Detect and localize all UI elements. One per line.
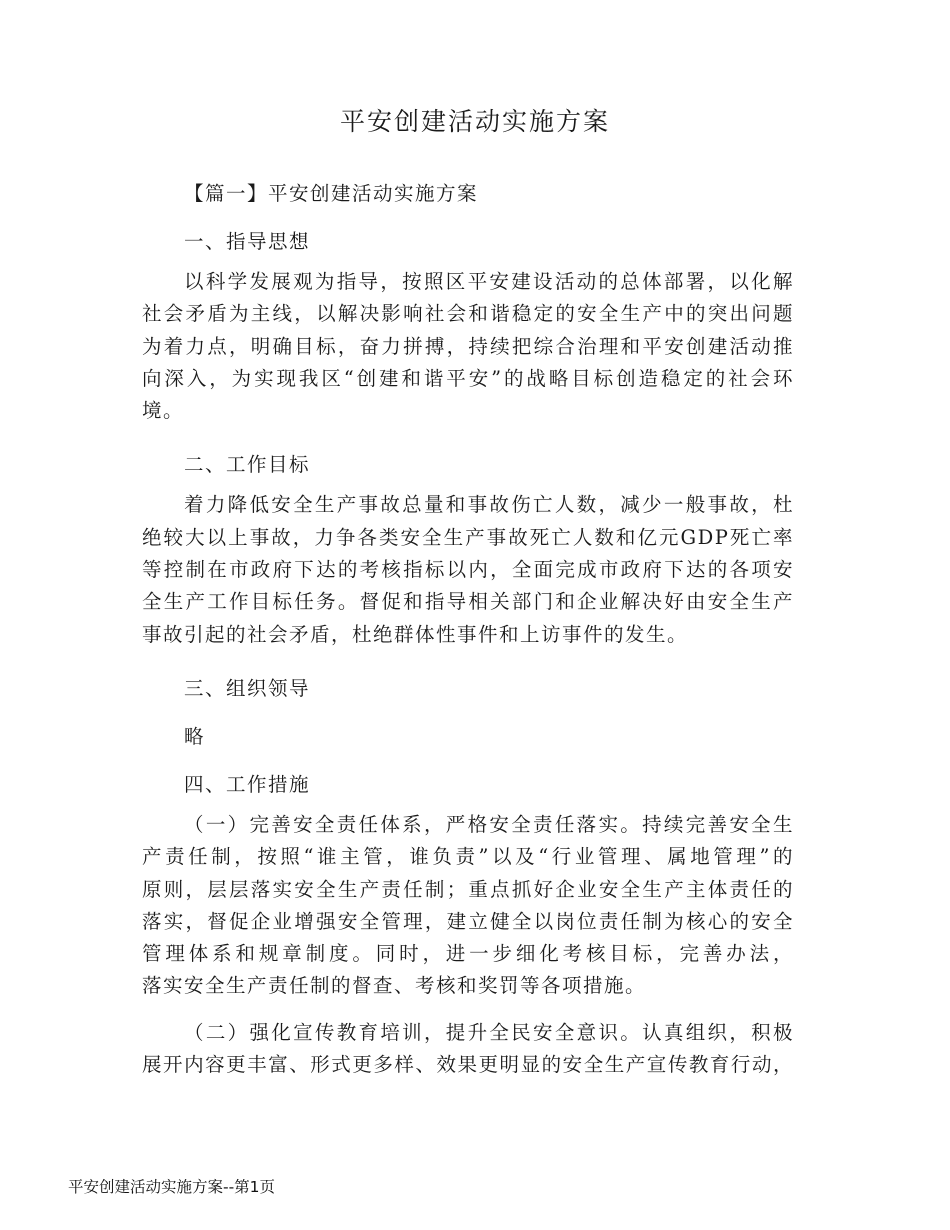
page-footer: 平安创建活动实施方案--第1页 bbox=[68, 1178, 276, 1196]
section-heading: 四、工作措施 bbox=[184, 772, 311, 796]
section-heading: 略 bbox=[184, 724, 206, 748]
document-title: 平安创建活动实施方案 bbox=[339, 107, 610, 136]
paragraph-line: 等控制在市政府下达的考核指标以内，全面完成市政府下达的各项安 bbox=[142, 558, 794, 582]
paragraph-line: 展开内容更丰富、形式更多样、效果更明显的安全生产宣传教育行动， bbox=[142, 1053, 794, 1077]
paragraph-line: （二）强化宣传教育培训，提升全民安全意识。认真组织，积极 bbox=[184, 1020, 794, 1044]
section-heading: 三、组织领导 bbox=[184, 676, 311, 700]
paragraph bbox=[142, 809, 794, 1003]
paragraph-line: 向深入，为实现我区“创建和谐平安”的战略目标创造稳定的社会环 bbox=[142, 366, 794, 390]
paragraph-gap bbox=[142, 427, 794, 441]
paragraph-line: 原则，层层落实安全生产责任制；重点抓好企业安全生产主体责任的 bbox=[142, 877, 794, 901]
paragraph-line: 绝较大以上事故，力争各类安全生产事故死亡人数和亿元GDP死亡率 bbox=[142, 525, 794, 549]
paragraph bbox=[142, 489, 794, 650]
paragraph-gap bbox=[142, 651, 794, 665]
section-heading: 二、工作目标 bbox=[184, 453, 311, 477]
paragraph-line: 产责任制，按照“谁主管，谁负责”以及“行业管理、属地管理”的 bbox=[142, 845, 794, 869]
paragraph bbox=[142, 1017, 794, 1082]
paragraph-line: 管理体系和规章制度。同时，进一步细化考核目标，完善办法， bbox=[142, 942, 794, 966]
paragraph-line: 全生产工作目标任务。督促和指导相关部门和企业解决好由安全生产 bbox=[142, 590, 794, 614]
paragraph-line: （一）完善安全责任体系，严格安全责任落实。持续完善安全生 bbox=[184, 812, 794, 836]
paragraph-line: 境。 bbox=[142, 399, 185, 423]
paragraph-line: 以科学发展观为指导，按照区平安建设活动的总体部署，以化解 bbox=[184, 270, 794, 293]
document-body bbox=[142, 170, 794, 1095]
section-heading: 一、指导思想 bbox=[184, 230, 311, 253]
paragraph-line: 落实安全生产责任制的督查、考核和奖罚等各项措施。 bbox=[142, 974, 647, 998]
paragraph-line: 着力降低安全生产事故总量和事故伤亡人数，减少一般事故，杜 bbox=[184, 493, 794, 517]
paragraph-gap bbox=[142, 1081, 794, 1095]
paragraph-line: 落实，督促企业增强安全管理，建立健全以岗位责任制为核心的安全 bbox=[142, 909, 794, 933]
section-heading: 【篇一】平安创建活动实施方案 bbox=[184, 182, 479, 205]
paragraph-line: 社会矛盾为主线，以解决影响社会和谐稳定的安全生产中的突出问题 bbox=[142, 302, 794, 326]
paragraph-line: 为着力点，明确目标，奋力拼搏，持续把综合治理和平安创建活动推 bbox=[142, 334, 794, 358]
paragraph bbox=[142, 266, 794, 427]
paragraph-gap bbox=[142, 1003, 794, 1017]
paragraph-line: 事故引起的社会矛盾，杜绝群体性事件和上访事件的发生。 bbox=[142, 622, 689, 646]
